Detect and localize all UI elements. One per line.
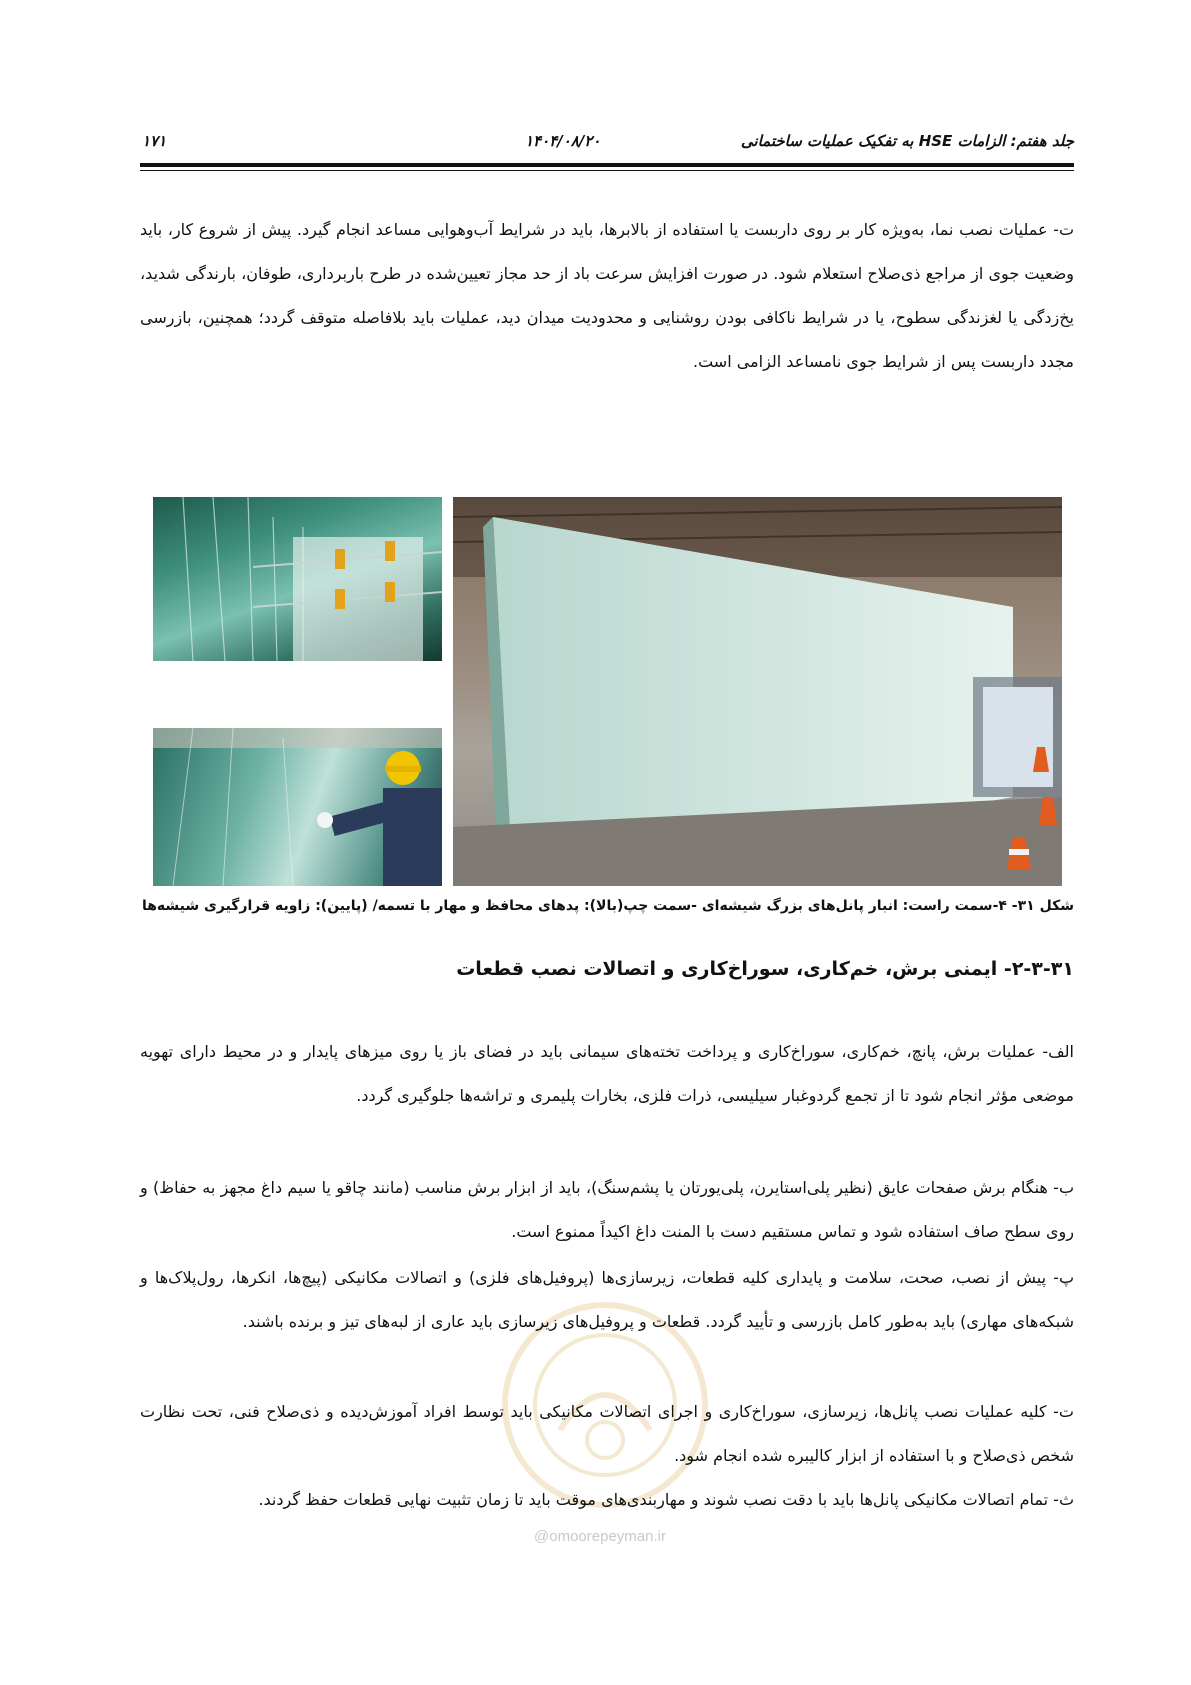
glass-pads-photo [153, 497, 442, 661]
paragraph-se: ث- تمام اتصالات مکانیکی پانل‌ها باید با دقت نصب شوند و مهاربندی‌های موقت باید تا زمان تثبیت نهایی قطعات حفظ گردند. [258, 1490, 1074, 1509]
paragraph-alef: الف- عملیات برش، پانچ، خم‌کاری، سوراخ‌کاری و پرداخت تخته‌های سیمانی باید در فضای باز یا روی میزهای پایدار و در محیط دارای تهویه موضعی مؤثر انجام شود تا از تجمع گردوغبار سیلیسی، ذرات فلزی، بخارات پلیمری و تراشه‌ها جلوگیری گردد. [140, 1042, 1074, 1105]
page-number: ۱۷۱ [142, 132, 167, 150]
watermark-text: @omoorepeyman.ir [534, 1528, 666, 1545]
page-header [140, 124, 1074, 160]
glass-angle-worker-photo [153, 728, 442, 886]
glass-panel-warehouse-photo [453, 497, 1062, 886]
intro-paragraph: ت- عملیات نصب نما، به‌ویژه کار بر روی داربست یا استفاده از بالابرها، باید در شرایط آب‌وهوایی مساعد انجام گیرد. پیش از شروع کار، باید وضعیت جوی از مراجع ذی‌صلاح استعلام شود. در صورت افزایش سرعت باد از حد مجاز تعیین‌شده در طرح باربرداری، طوفان، بارندگی شدید، یخ‌زدگی یا لغزندگی سطوح، یا در شرایط ناکافی بودن روشنایی و محدودیت میدان دید، عملیات باید بلافاصله متوقف گردد؛ همچنین، بازرسی مجدد داربست پس از شرایط جوی نامساعد الزامی است. [140, 220, 1074, 371]
header-date: ۱۴۰۴/۰۸/۲۰ [525, 132, 601, 150]
book-title: جلد هفتم: الزامات HSE به تفکیک عملیات ساختمانی [740, 132, 1074, 150]
paragraph-te: ت- کلیه عملیات نصب پانل‌ها، زیرسازی، سوراخ‌کاری و اجرای اتصالات مکانیکی باید توسط افراد آموزش‌دیده و ذی‌صلاح فنی، تحت نظارت شخص ذی‌صلاح و با استفاده از ابزار کالیبره شده انجام شود. [140, 1402, 1074, 1465]
paragraph-pe: پ- پیش از نصب، صحت، سلامت و پایداری کلیه قطعات، زیرسازی‌ها (پروفیل‌های فلزی) و اتصالات مکانیکی (پیچ‌ها، انکرها، رول‌پلاک‌ها و شبکه‌های مهاری) باید به‌طور کامل بازرسی و تأیید گردد. قطعات و پروفیل‌های زیرسازی باید عاری از لبه‌های تیز و برنده باشند. [140, 1268, 1074, 1331]
figure-caption: شکل ۳۱- ۴-سمت راست: انبار پانل‌های بزرگ شیشه‌ای -سمت چپ(بالا): پدهای محافظ و مهار با تسمه/ (پایین): زاویه قرارگیری شیشه‌ها [141, 898, 1074, 914]
paragraph-be: ب- هنگام برش صفحات عایق (نظیر پلی‌استایرن، پلی‌یورتان یا پشم‌سنگ)، باید از ابزار برش مناسب (مانند چاقو یا سیم داغ مجهز به حفاظ) و روی سطح صاف استفاده شود و تماس مستقیم دست با المنت داغ اکیداً ممنوع است. [140, 1178, 1074, 1241]
header-rule-thin [140, 170, 1074, 171]
header-rule-thick [140, 163, 1074, 167]
section-heading: ۲-۳-۳۱- ایمنی برش، خم‌کاری، سوراخ‌کاری و اتصالات نصب قطعات [456, 958, 1074, 980]
